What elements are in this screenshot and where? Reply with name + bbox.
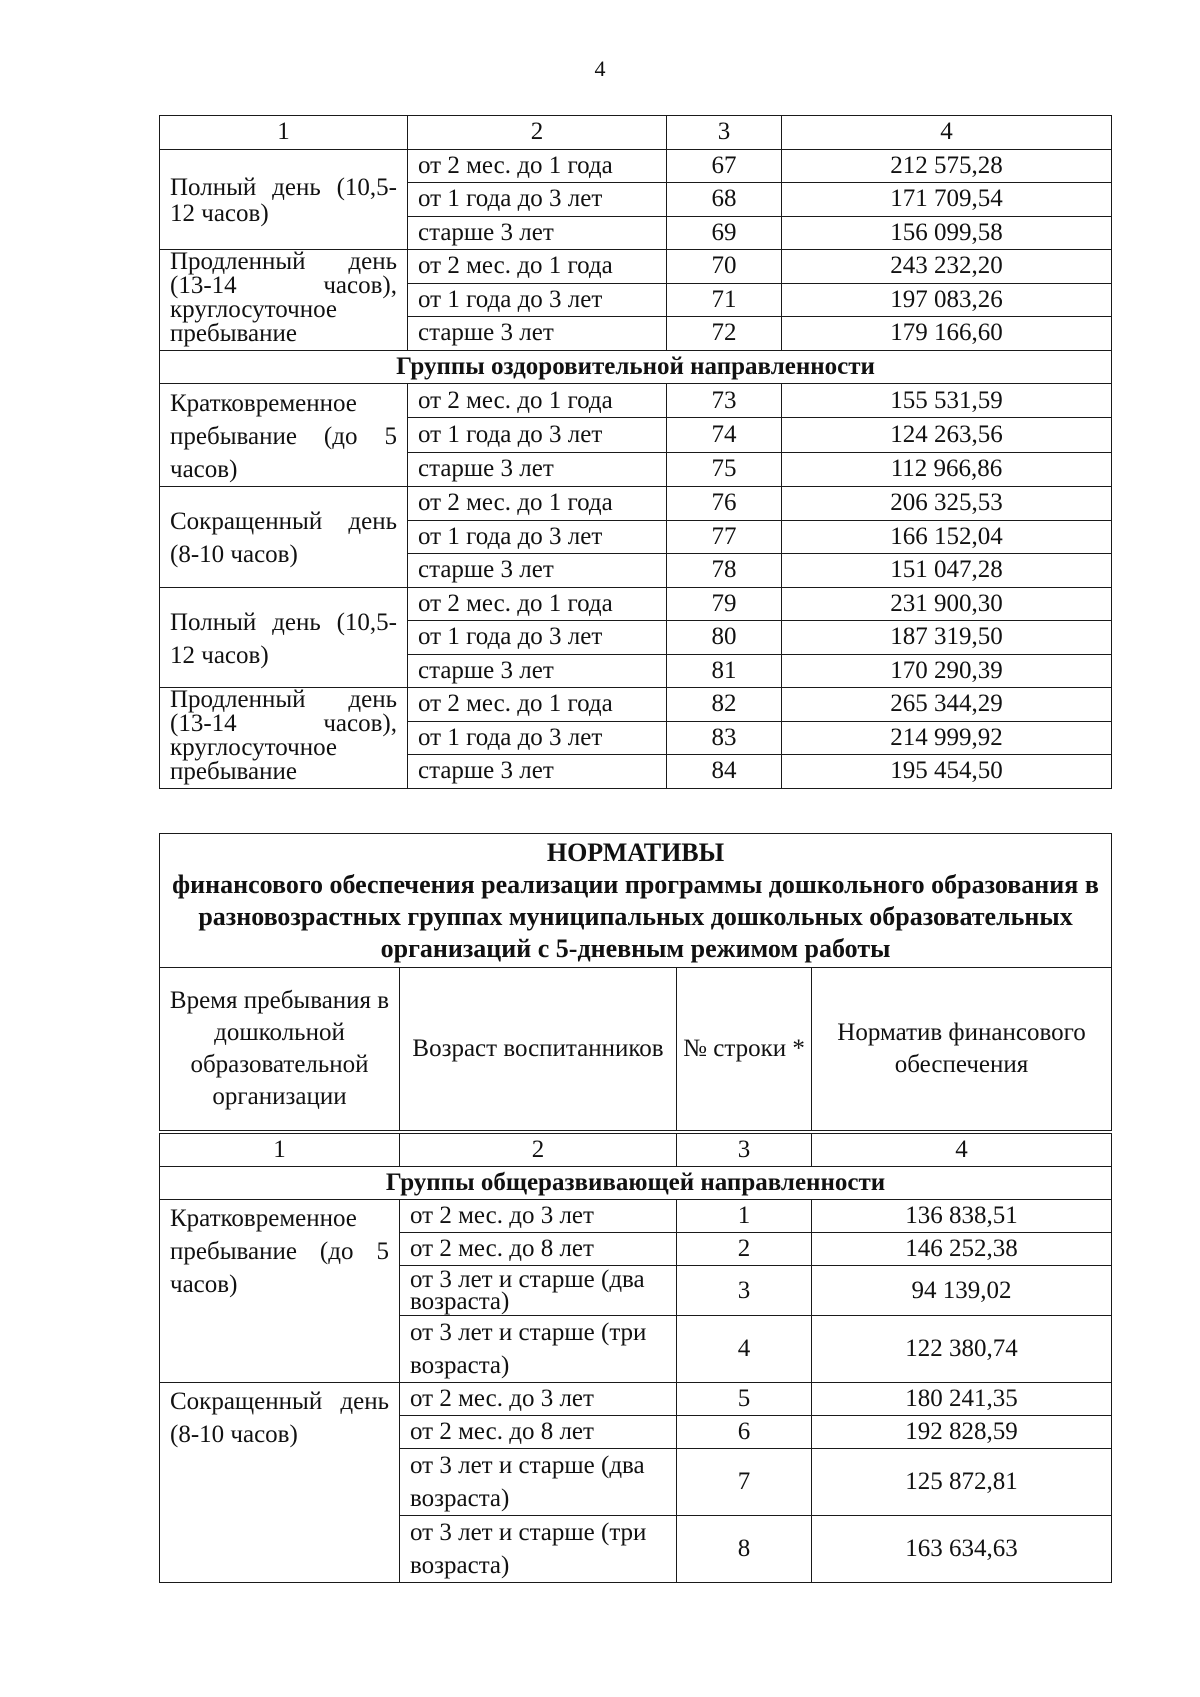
age-cell: от 3 лет и старше (три возраста) bbox=[400, 1516, 677, 1583]
norm-value-cell: 163 634,63 bbox=[812, 1516, 1112, 1583]
age-cell: от 2 мес. до 1 года bbox=[408, 688, 667, 722]
section-row bbox=[160, 1167, 1112, 1200]
age-cell: от 3 лет и старше (три возраста) bbox=[400, 1316, 677, 1383]
norm-value-cell: 166 152,04 bbox=[782, 520, 1112, 554]
line-number-cell: 76 bbox=[667, 487, 782, 521]
column-number: 2 bbox=[400, 1134, 677, 1167]
column-header-row bbox=[160, 968, 1112, 1131]
section-title: Группы оздоровительной направленности bbox=[160, 350, 1112, 384]
age-cell: от 1 года до 3 лет bbox=[408, 520, 667, 554]
norm-value-cell: 112 966,86 bbox=[782, 452, 1112, 486]
line-number-cell: 5 bbox=[677, 1383, 812, 1416]
norms-table-mixed-age bbox=[159, 1133, 1112, 1583]
age-cell: старше 3 лет bbox=[408, 216, 667, 250]
table-row bbox=[160, 250, 1112, 284]
norm-value-cell: 212 575,28 bbox=[782, 149, 1112, 183]
stay-time-cell: Сокращенный день (8-10 часов) bbox=[160, 487, 408, 588]
stay-time-cell: Сокращенный день (8-10 часов) bbox=[160, 1383, 400, 1583]
norm-value-cell: 187 319,50 bbox=[782, 621, 1112, 655]
table-header-row bbox=[160, 1134, 1112, 1167]
age-cell: от 1 года до 3 лет bbox=[408, 721, 667, 755]
table-row bbox=[160, 688, 1112, 722]
age-cell: старше 3 лет bbox=[408, 654, 667, 688]
line-number-cell: 1 bbox=[677, 1200, 812, 1233]
age-cell: от 3 лет и старше (два возраста) bbox=[400, 1449, 677, 1516]
line-number-cell: 83 bbox=[667, 721, 782, 755]
norm-value-cell: 151 047,28 bbox=[782, 554, 1112, 588]
column-number: 3 bbox=[677, 1134, 812, 1167]
line-number-cell: 2 bbox=[677, 1233, 812, 1266]
age-cell: от 1 года до 3 лет bbox=[408, 418, 667, 452]
line-number-cell: 6 bbox=[677, 1416, 812, 1449]
stay-time-cell: Продленный день (13-14 часов), круглосуточное пребывание bbox=[160, 250, 408, 351]
norm-value-cell: 125 872,81 bbox=[812, 1449, 1112, 1516]
line-number-cell: 75 bbox=[667, 452, 782, 486]
norm-value-cell: 170 290,39 bbox=[782, 654, 1112, 688]
norm-value-cell: 192 828,59 bbox=[812, 1416, 1112, 1449]
norm-value-cell: 231 900,30 bbox=[782, 587, 1112, 621]
document-title bbox=[160, 834, 1112, 968]
norm-value-cell: 265 344,29 bbox=[782, 688, 1112, 722]
line-number-cell: 73 bbox=[667, 384, 782, 418]
table-row bbox=[160, 149, 1112, 183]
age-cell: от 2 мес. до 3 лет bbox=[400, 1200, 677, 1233]
title-row bbox=[160, 834, 1112, 968]
age-cell: от 1 года до 3 лет bbox=[408, 283, 667, 317]
line-number-cell: 67 bbox=[667, 149, 782, 183]
stay-time-cell: Кратковременное пребывание (до 5 часов) bbox=[160, 1200, 400, 1383]
norm-value-cell: 179 166,60 bbox=[782, 317, 1112, 351]
column-header-age: Возраст воспитанников bbox=[400, 968, 677, 1131]
line-number-cell: 80 bbox=[667, 621, 782, 655]
norm-value-cell: 214 999,92 bbox=[782, 721, 1112, 755]
table-row bbox=[160, 1200, 1112, 1233]
column-number: 2 bbox=[408, 116, 667, 150]
norm-value-cell: 146 252,38 bbox=[812, 1233, 1112, 1266]
column-number: 1 bbox=[160, 116, 408, 150]
age-cell: старше 3 лет bbox=[408, 452, 667, 486]
line-number-cell: 74 bbox=[667, 418, 782, 452]
line-number-cell: 71 bbox=[667, 283, 782, 317]
line-number-cell: 79 bbox=[667, 587, 782, 621]
norm-value-cell: 243 232,20 bbox=[782, 250, 1112, 284]
column-header-line-number: № строки * bbox=[677, 968, 812, 1131]
age-cell: от 2 мес. до 1 года bbox=[408, 384, 667, 418]
section-title: Группы общеразвивающей направленности bbox=[160, 1167, 1112, 1200]
norms-title-table bbox=[159, 833, 1112, 1131]
line-number-cell: 82 bbox=[667, 688, 782, 722]
stay-time-cell: Полный день (10,5-12 часов) bbox=[160, 149, 408, 250]
norm-value-cell: 155 531,59 bbox=[782, 384, 1112, 418]
table-row bbox=[160, 384, 1112, 418]
age-cell: от 3 лет и старше (два возраста) bbox=[400, 1266, 677, 1316]
line-number-cell: 78 bbox=[667, 554, 782, 588]
age-cell: от 2 мес. до 1 года bbox=[408, 487, 667, 521]
line-number-cell: 7 bbox=[677, 1449, 812, 1516]
page-number: 4 bbox=[594, 56, 606, 81]
title-subheading: финансового обеспечения реализации программы дошкольного образования в разновозрастных группах муниципальных дошкольных образовательных организаций с 5-дневным режимом работы bbox=[172, 870, 1099, 963]
norm-value-cell: 180 241,35 bbox=[812, 1383, 1112, 1416]
title-heading: НОРМАТИВЫ bbox=[546, 838, 725, 867]
table-row bbox=[160, 1383, 1112, 1416]
column-header-stay-time: Время пребывания в дошкольной образовательной организации bbox=[160, 968, 400, 1131]
norms-table-continued bbox=[159, 115, 1112, 789]
norm-value-cell: 94 139,02 bbox=[812, 1266, 1112, 1316]
age-cell: от 2 мес. до 1 года bbox=[408, 149, 667, 183]
column-number: 4 bbox=[782, 116, 1112, 150]
column-number: 1 bbox=[160, 1134, 400, 1167]
table-row bbox=[160, 587, 1112, 621]
norm-value-cell: 195 454,50 bbox=[782, 755, 1112, 789]
age-cell: от 2 мес. до 8 лет bbox=[400, 1233, 677, 1266]
age-cell: от 2 мес. до 1 года bbox=[408, 587, 667, 621]
column-number: 4 bbox=[812, 1134, 1112, 1167]
line-number-cell: 68 bbox=[667, 183, 782, 217]
line-number-cell: 72 bbox=[667, 317, 782, 351]
line-number-cell: 69 bbox=[667, 216, 782, 250]
column-header-norm: Норматив финансового обеспечения bbox=[812, 968, 1112, 1131]
column-number: 3 bbox=[667, 116, 782, 150]
line-number-cell: 84 bbox=[667, 755, 782, 789]
norm-value-cell: 171 709,54 bbox=[782, 183, 1112, 217]
norm-value-cell: 197 083,26 bbox=[782, 283, 1112, 317]
age-cell: от 1 года до 3 лет bbox=[408, 621, 667, 655]
age-cell: от 1 года до 3 лет bbox=[408, 183, 667, 217]
stay-time-cell: Кратковременное пребывание (до 5 часов) bbox=[160, 384, 408, 487]
section-row bbox=[160, 350, 1112, 384]
age-cell: старше 3 лет bbox=[408, 554, 667, 588]
norm-value-cell: 136 838,51 bbox=[812, 1200, 1112, 1233]
stay-time-cell: Продленный день (13-14 часов), круглосуточное пребывание bbox=[160, 688, 408, 789]
age-cell: от 2 мес. до 8 лет bbox=[400, 1416, 677, 1449]
line-number-cell: 3 bbox=[677, 1266, 812, 1316]
norm-value-cell: 122 380,74 bbox=[812, 1316, 1112, 1383]
line-number-cell: 77 bbox=[667, 520, 782, 554]
age-cell: старше 3 лет bbox=[408, 317, 667, 351]
table-row bbox=[160, 487, 1112, 521]
age-cell: от 2 мес. до 1 года bbox=[408, 250, 667, 284]
norm-value-cell: 206 325,53 bbox=[782, 487, 1112, 521]
line-number-cell: 81 bbox=[667, 654, 782, 688]
age-cell: от 2 мес. до 3 лет bbox=[400, 1383, 677, 1416]
age-cell: старше 3 лет bbox=[408, 755, 667, 789]
line-number-cell: 8 bbox=[677, 1516, 812, 1583]
line-number-cell: 4 bbox=[677, 1316, 812, 1383]
line-number-cell: 70 bbox=[667, 250, 782, 284]
norm-value-cell: 156 099,58 bbox=[782, 216, 1112, 250]
table-header-row bbox=[160, 116, 1112, 150]
stay-time-cell: Полный день (10,5-12 часов) bbox=[160, 587, 408, 688]
norm-value-cell: 124 263,56 bbox=[782, 418, 1112, 452]
